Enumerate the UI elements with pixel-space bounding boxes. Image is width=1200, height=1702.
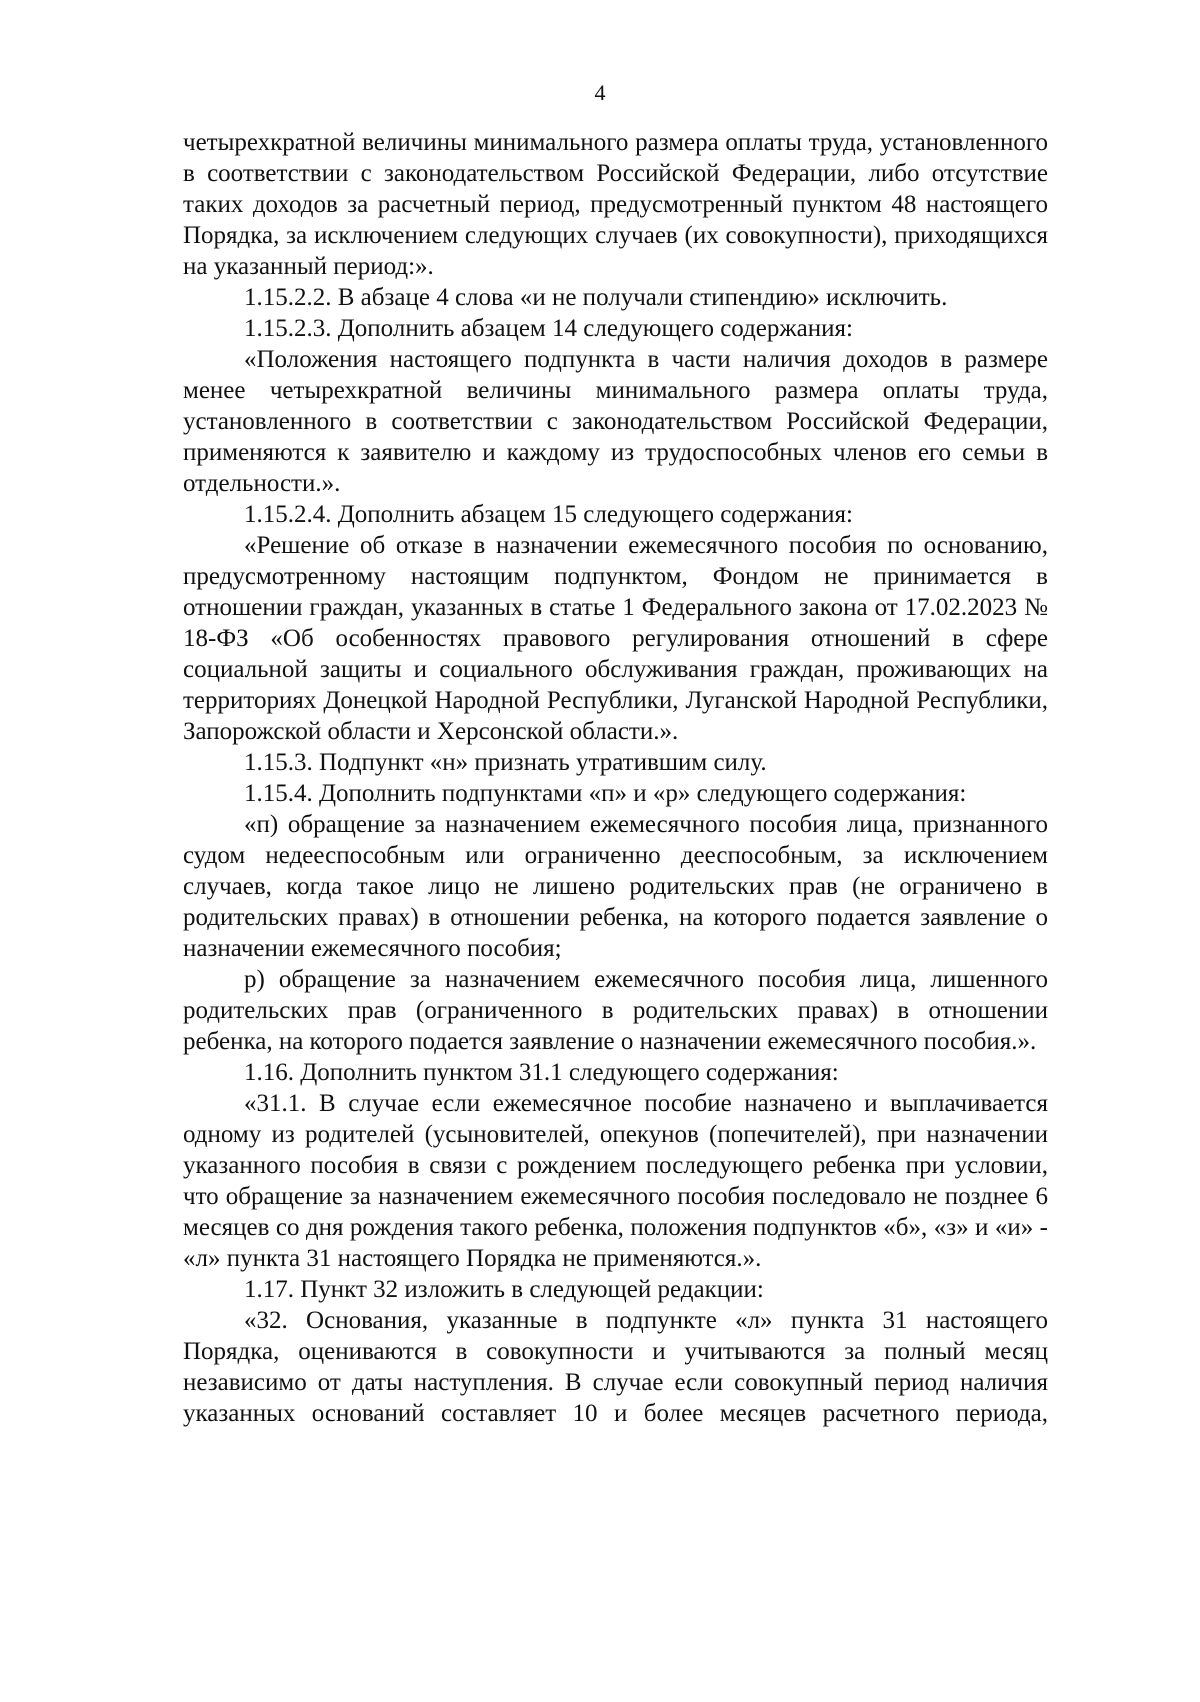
paragraph-continuation: четырехкратной величины минимального размера оплаты труда, установленного в соответствии с законодательством Российской Федерации, либо отсутствие таких доходов за расчетный период, предусмотренный пунктом 48 настоящего Порядка, за исключением следующих случаев (их совокупности), приходящихся на указанный период:». (183, 129, 1048, 280)
paragraph-quote-31-1: «31.1. В случае если ежемесячное пособие назначено и выплачивается одному из родителей (усыновителей, опекунов (попечителей), при назначении указанного пособия в связи с рождением последующего ребенка при условии, что обращение за назначением ежемесячного пособия последовало не позднее 6 месяцев со дня рождения такого ребенка, положения подпунктов «б», «з» и «и» - «л» пункта 31 настоящего Порядка не применяются.». (183, 1090, 1048, 1272)
paragraph-1-15-2-3: 1.15.2.3. Дополнить абзацем 14 следующего содержания: (244, 315, 853, 342)
paragraph-1-15-4: 1.15.4. Дополнить подпунктами «п» и «р» следующего содержания: (244, 780, 967, 807)
paragraph-1-16: 1.16. Дополнить пунктом 31.1 следующего содержания: (244, 1059, 839, 1086)
paragraph-1-17: 1.17. Пункт 32 изложить в следующей редакции: (244, 1276, 764, 1303)
paragraph-subpoint-p: «п) обращение за назначением ежемесячного пособия лица, признанного судом недееспособным или ограниченно дееспособным, за исключением случаев, когда такое лицо не лишено родительских прав (не ограничено в родительских правах) в отношении ребенка, на которого подается заявление о назначении ежемесячного пособия; (183, 811, 1048, 962)
paragraph-quote-32: «32. Основания, указанные в подпункте «л» пункта 31 настоящего Порядка, оцениваются в совокупности и учитываются за полный месяц независимо от даты наступления. В случае если совокупный период наличия указанных оснований составляет 10 и более месяцев расчетного периода, (183, 1307, 1048, 1427)
paragraph-1-15-3: 1.15.3. Подпункт «н» признать утратившим силу. (244, 749, 767, 776)
document-body (183, 127, 1048, 1429)
paragraph-1-15-2-2: 1.15.2.2. В абзаце 4 слова «и не получали стипендию» исключить. (244, 284, 948, 311)
paragraph-subpoint-r: р) обращение за назначением ежемесячного пособия лица, лишенного родительских прав (ограниченного в родительских правах) в отношении ребенка, на которого подается заявление о назначении ежемесячного пособия.». (183, 966, 1048, 1055)
page-number: 4 (594, 80, 606, 105)
paragraph-quote-abzac-15: «Решение об отказе в назначении ежемесячного пособия по основанию, предусмотренному настоящим подпунктом, Фондом не принимается в отношении граждан, указанных в статье 1 Федерального закона от 17.02.2023 № 18-ФЗ «Об особенностях правового регулирования отношений в сфере социальной защиты и социального обслуживания граждан, проживающих на территориях Донецкой Народной Республики, Луганской Народной Республики, Запорожской области и Херсонской области.». (183, 532, 1048, 745)
paragraph-1-15-2-4: 1.15.2.4. Дополнить абзацем 15 следующего содержания: (244, 501, 853, 528)
paragraph-quote-abzac-14: «Положения настоящего подпункта в части наличия доходов в размере менее четырехкратной величины минимального размера оплаты труда, установленного в соответствии с законодательством Российской Федерации, применяются к заявителю и каждому из трудоспособных членов его семьи в отдельности.». (183, 346, 1048, 497)
